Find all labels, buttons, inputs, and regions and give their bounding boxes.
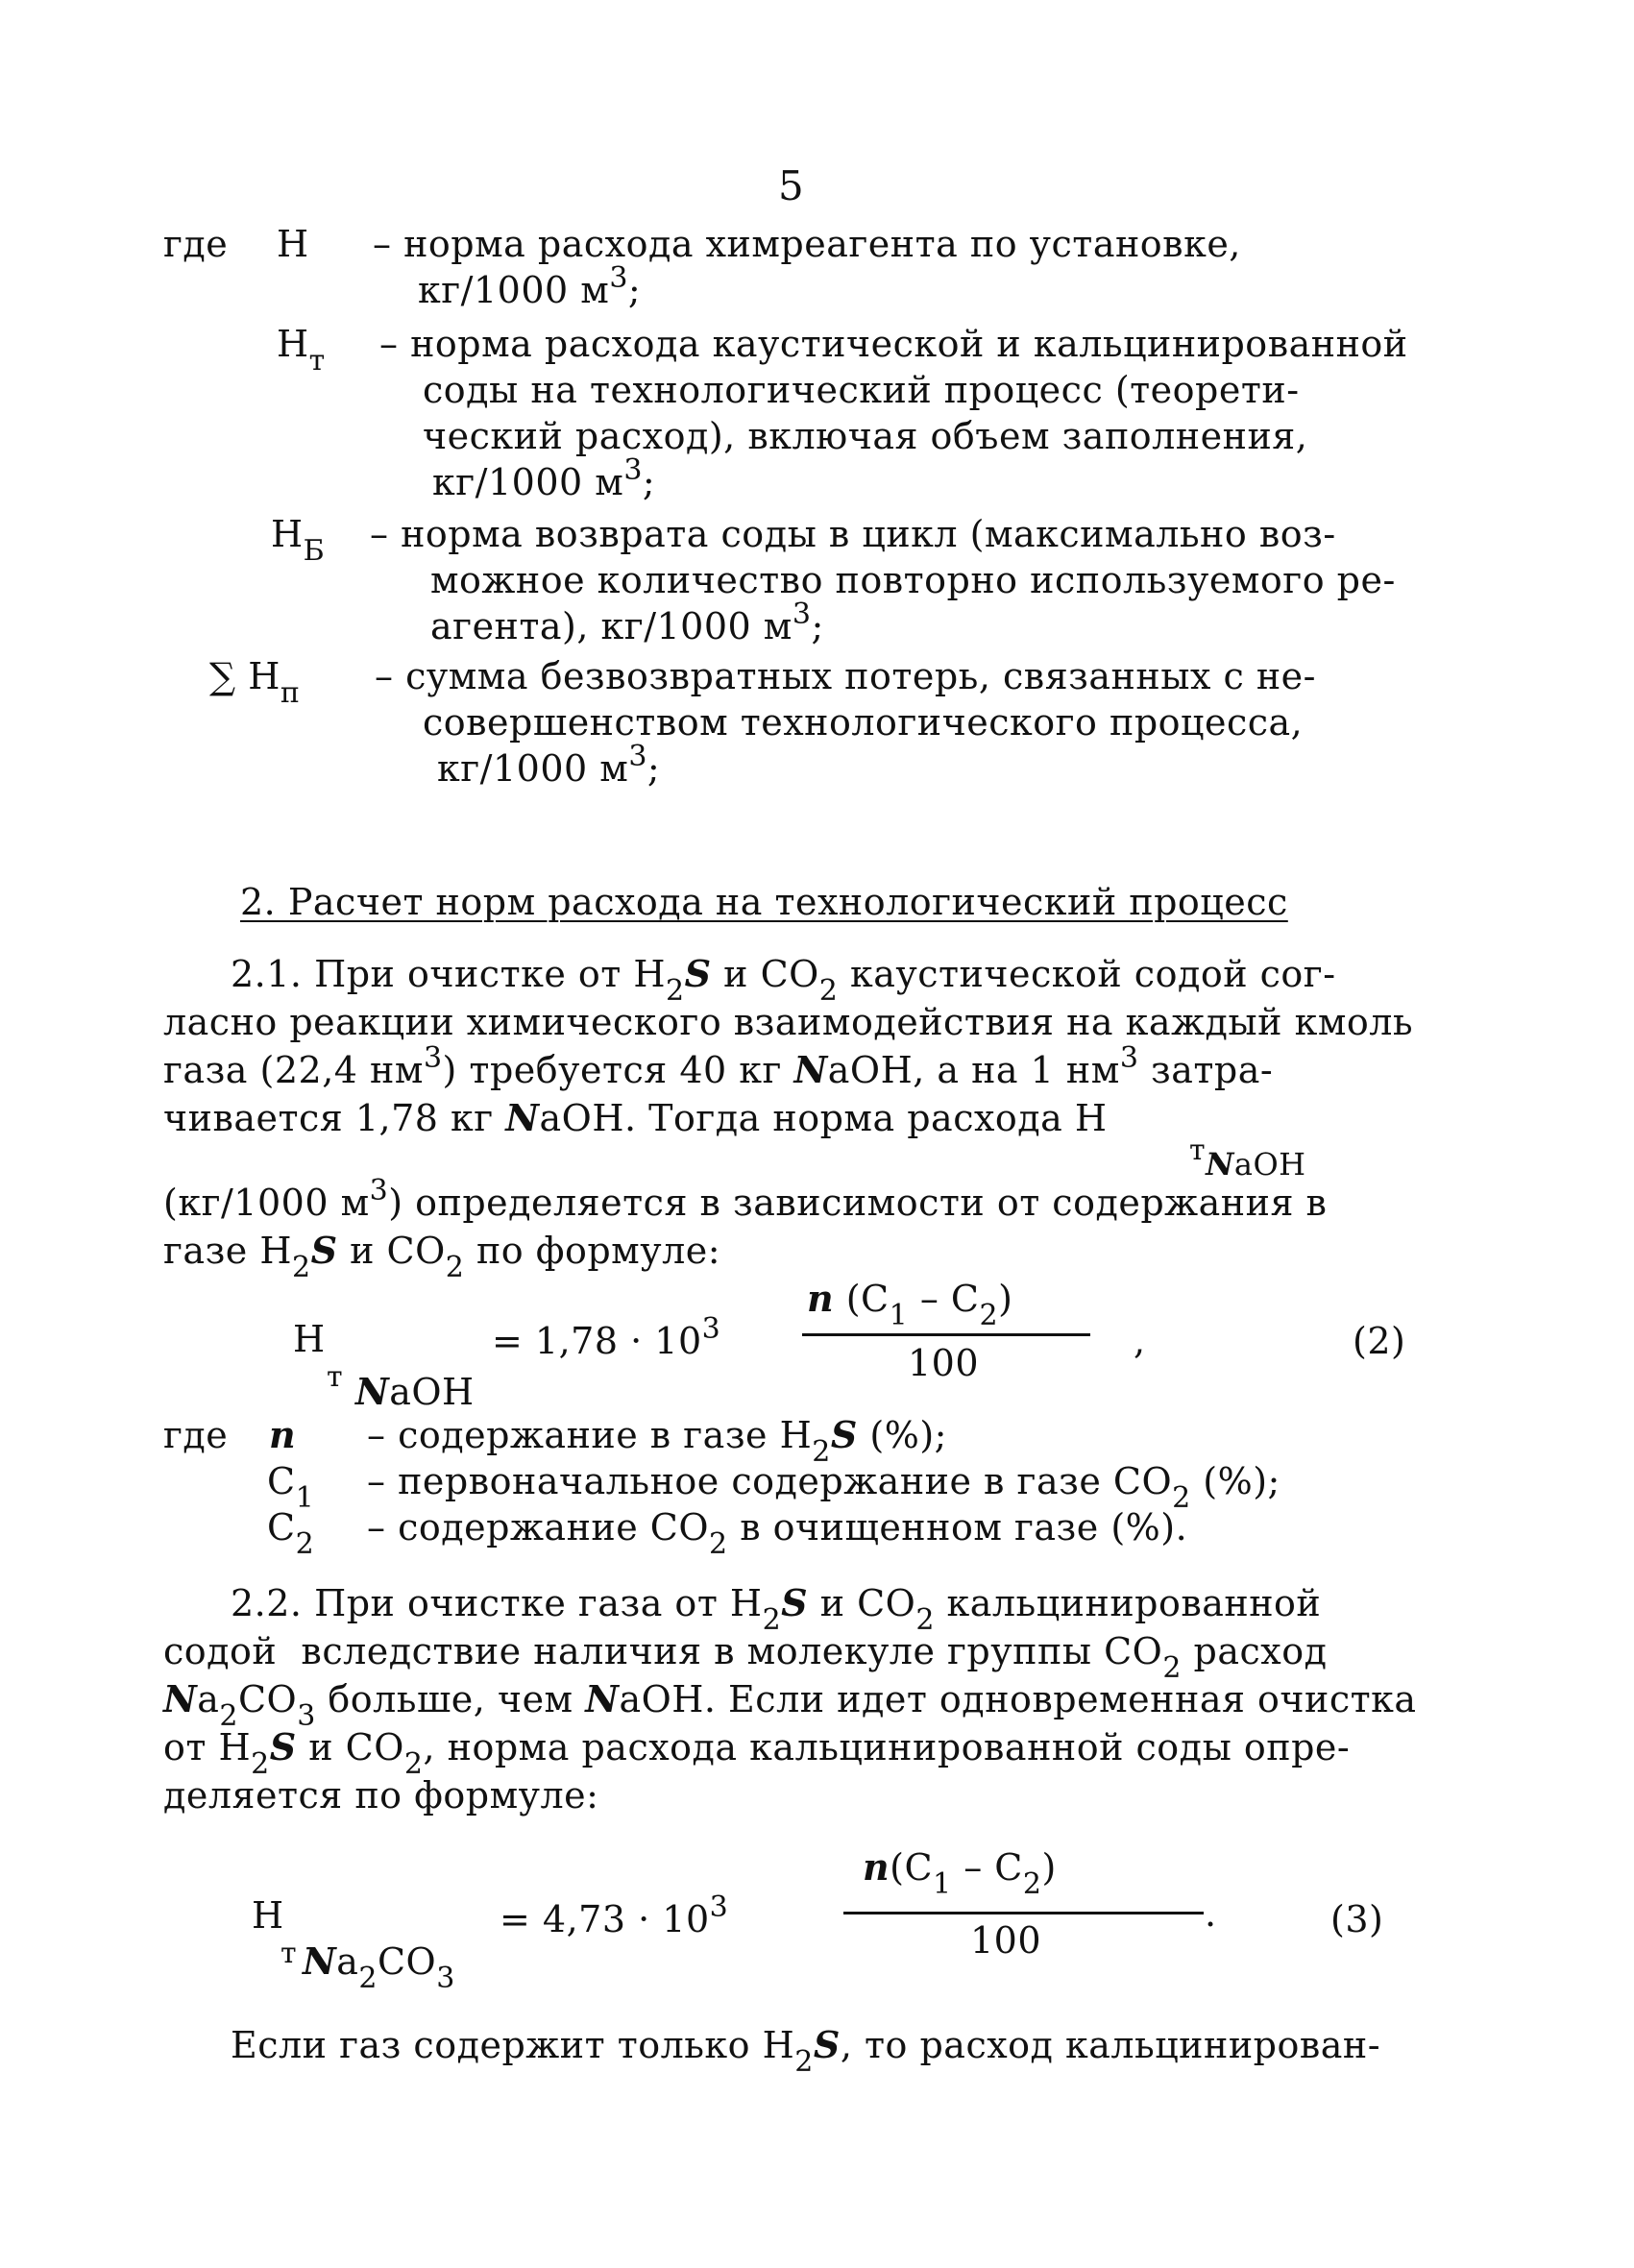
formula-2-comma: ,	[1134, 1320, 1146, 1362]
para-2-2-line2: содой вследствие наличия в молекуле группы $СО_2$ расход	[163, 1630, 1328, 1685]
para-2-1-line5: (кг/1000 $м^3$) определяется в зависимости от содержания в	[163, 1174, 1328, 1224]
symbol-ht: $Н_т$	[277, 323, 326, 378]
formula-3-number: (3)	[1330, 1898, 1384, 1940]
def-ht-line3: ческий расход), включая объем заполнения,	[423, 415, 1308, 457]
formula-3-lhs-sub-na2co3: $Nа_2СО_3$	[303, 1939, 455, 1995]
section-heading: 2. Расчет норм расхода на технологический процесс	[240, 881, 1288, 923]
where-label: где	[163, 223, 229, 265]
formula-3-denominator: 100	[970, 1919, 1042, 1962]
para-2-1-line4-subscript: $^т$NаОН	[1189, 1134, 1306, 1183]
para-2-2-line3: $Nа_2СО_3$ больше, чем NаОН. Если идет одновременная очистка	[163, 1677, 1417, 1733]
symbol-sum-hp: ∑ $Н_п$	[209, 655, 301, 710]
formula-3-lhs: Н	[252, 1894, 284, 1937]
symbol-hb: $Н_Б$	[271, 513, 326, 568]
symbol-h: Н	[277, 223, 309, 265]
def-hp-line3: кг/1000 $м^3$;	[437, 740, 661, 790]
def-h-line1: – норма расхода химреагента по установке,	[373, 223, 1241, 265]
var-c1-definition: – первоначальное содержание в газе $СО_2$ (%);	[367, 1460, 1280, 1515]
var-c1-symbol: $С_1$	[267, 1460, 315, 1515]
def-h-line2: кг/1000 $м^3$;	[418, 261, 642, 311]
formula-2-lhs: Н	[293, 1318, 326, 1360]
formula-2-numerator: n $(С_1 - С_2)$	[807, 1277, 1013, 1332]
para-2-1-line4: чивается 1,78 кг NаОН. Тогда норма расхода Н	[163, 1096, 1108, 1139]
def-ht-line4: кг/1000 $м^3$;	[432, 453, 656, 503]
formula-2-lhs-sub-t: т	[327, 1360, 344, 1394]
para-2-1-line2: ласно реакции химического взаимодействия на каждый кмоль	[163, 1001, 1414, 1043]
var-c2-definition: – содержание $СО_2$ в очищенном газе (%).	[367, 1506, 1188, 1561]
para-2-2-line1: 2.2. При очистке газа от $Н_2S$ и $СО_2$ кальцинированной	[231, 1581, 1322, 1637]
var-n-symbol: n	[269, 1413, 297, 1456]
last-line: Если газ содержит только $Н_2S$, то расход кальцинирован-	[231, 2023, 1381, 2079]
para-2-1-line3: газа (22,4 $нм^3$) требуется 40 кг NаОН, а на 1 $нм^3$ затра-	[163, 1041, 1274, 1091]
page-number: 5	[778, 162, 805, 209]
para-2-1-line1: 2.1. При очистке от $Н_2S$ и $СО_2$ каустической содой сог-	[231, 952, 1336, 1008]
para-2-2-line5: деляется по формуле:	[163, 1774, 599, 1817]
def-hb-line3: агента), кг/1000 $м^3$;	[430, 597, 824, 647]
formula-2-fraction-bar	[802, 1333, 1090, 1336]
formula-2-rhs: = $1,78 \cdot 10^3$	[492, 1312, 721, 1362]
vars-where-label: где	[163, 1414, 229, 1456]
formula-3-numerator: $n(С_1 - С_2)$	[863, 1845, 1057, 1901]
para-2-2-line4: от $Н_2S$ и $СО_2$, норма расхода кальцинированной соды опре-	[163, 1725, 1351, 1781]
def-ht-line2: соды на технологический процесс (теорети-	[423, 369, 1300, 411]
formula-3-fraction-bar	[843, 1912, 1204, 1914]
para-2-1-line6: газе $Н_2S$ и $СО_2$ по формуле:	[163, 1229, 721, 1284]
formula-2-number: (2)	[1353, 1320, 1406, 1362]
def-hp-line2: совершенством технологического процесса,	[423, 701, 1304, 744]
formula-2-denominator: 100	[908, 1342, 980, 1384]
formula-3-lhs-sub-t: т	[280, 1937, 298, 1970]
var-n-definition: – содержание в газе $Н_2S$ (%);	[367, 1413, 947, 1469]
def-hb-line1: – норма возврата соды в цикл (максимально воз-	[370, 513, 1336, 555]
def-hb-line2: можное количество повторно используемого ре-	[430, 559, 1396, 601]
var-c2-symbol: $С_2$	[267, 1506, 315, 1561]
formula-3-rhs: = $4,73 \cdot 10^3$	[500, 1890, 729, 1940]
def-ht-line1: – норма расхода каустической и кальцинированной	[379, 323, 1408, 365]
formula-2-lhs-sub-naoh: NаОН	[355, 1370, 475, 1413]
formula-3-dot: .	[1205, 1892, 1217, 1935]
def-hp-line1: – сумма безвозвратных потерь, связанных с не-	[375, 655, 1316, 697]
